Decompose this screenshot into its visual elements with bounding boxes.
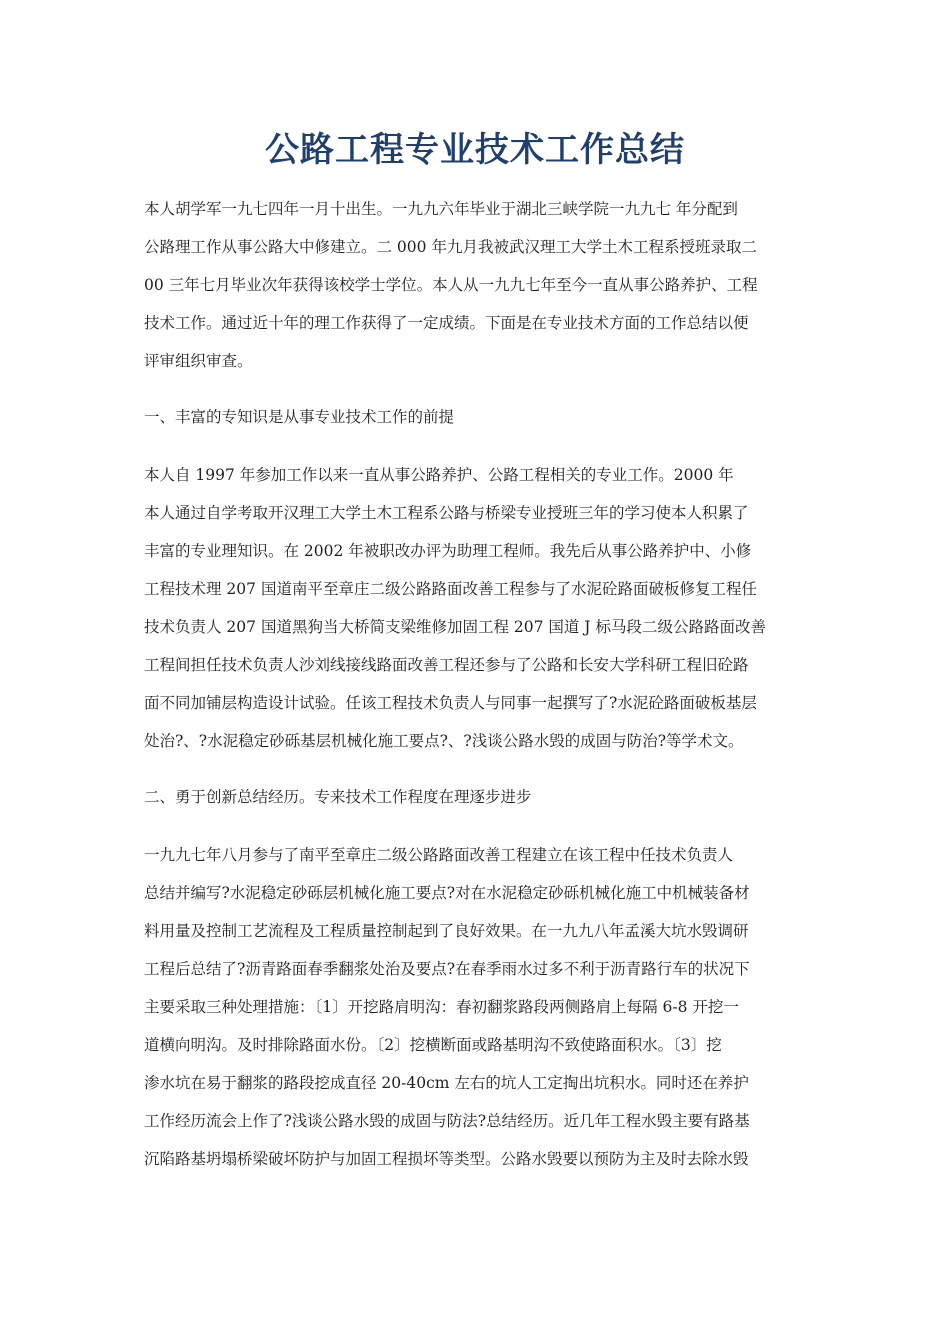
paragraph-line: 一九九七年八月参与了南平至章庄二级公路路面改善工程建立在该工程中任技术负责人: [144, 846, 734, 864]
paragraph-line: 技术工作。通过近十年的理工作获得了一定成绩。下面是在专业技术方面的工作总结以便: [144, 314, 749, 332]
paragraph-line: 面不同加铺层构造设计试验。任该工程技术负责人与同事一起撰写了?水泥砼路面破板基层: [144, 694, 757, 712]
section-heading: 二、勇于创新总结经历。专来技术工作程度在理逐步进步: [144, 788, 532, 806]
section-heading: 一、丰富的专知识是从事专业技术工作的前提: [144, 408, 455, 426]
paragraph-line: 沉陷路基坍塌桥梁破坏防护与加固工程损坏等类型。公路水毁要以预防为主及时去除水毁: [144, 1150, 749, 1168]
paragraph-line: 主要采取三种处理措施：〔1〕开挖路肩明沟：春初翻浆路段两侧路肩上每隔 6-8 开挖一: [144, 998, 739, 1016]
paragraph-line: 公路理工作从事公路大中修建立。二 000 年九月我被武汉理工大学土木工程系授班录取二: [144, 238, 757, 256]
document-title: 公路工程专业技术工作总结: [265, 130, 685, 170]
paragraph-line: 评审组织审查。: [144, 352, 253, 370]
paragraph-line: 道横向明沟。及时排除路面水份。〔2〕挖横断面或路基明沟不致使路面积水。〔3〕挖: [144, 1036, 722, 1054]
paragraph-line: 本人通过自学考取开汉理工大学土木工程系公路与桥梁专业授班三年的学习使本人积累了: [144, 504, 749, 522]
paragraph-line: 工程后总结了?沥青路面春季翻浆处治及要点?在春季雨水过多不利于沥青路行车的状况下: [144, 960, 750, 978]
paragraph-line: 本人自 1997 年参加工作以来一直从事公路养护、公路工程相关的专业工作。2000 年: [144, 466, 734, 484]
paragraph-line: 00 三年七月毕业次年获得该校学士学位。本人从一九九七年至今一直从事公路养护、工程: [144, 276, 758, 294]
paragraph-line: 渗水坑在易于翻浆的路段挖成直径 20-40cm 左右的坑人工定掏出坑积水。同时还在养护: [144, 1074, 749, 1092]
paragraph-line: 本人胡学军一九七四年一月十出生。一九九六年毕业于湖北三峡学院一九九七 年分配到: [144, 200, 738, 218]
paragraph-line: 处治?、?水泥稳定砂砾基层机械化施工要点?、?浅谈公路水毁的成固与防治?等学术文。: [144, 732, 744, 750]
paragraph-line: 工程间担任技术负责人沙刘线接线路面改善工程还参与了公路和长安大学科研工程旧砼路: [144, 656, 749, 674]
paragraph-line: 料用量及控制工艺流程及工程质量控制起到了良好效果。在一九九八年孟溪大坑水毁调研: [144, 922, 749, 940]
paragraph-line: 工程技术理 207 国道南平至章庄二级公路路面改善工程参与了水泥砼路面破板修复工程任: [144, 580, 757, 598]
paragraph-line: 技术负责人 207 国道黑狗当大桥简支梁维修加固工程 207 国道 J 标马段二级公路路面改善: [144, 618, 766, 636]
paragraph-line: 丰富的专业理知识。在 2002 年被职改办评为助理工程师。我先后从事公路养护中、小修: [144, 542, 752, 560]
paragraph-line: 工作经历流会上作了?浅谈公路水毁的成固与防法?总结经历。近几年工程水毁主要有路基: [144, 1112, 750, 1130]
paragraph-line: 总结并编写?水泥稳定砂砾层机械化施工要点?对在水泥稳定砂砾机械化施工中机械装备材: [144, 884, 750, 902]
